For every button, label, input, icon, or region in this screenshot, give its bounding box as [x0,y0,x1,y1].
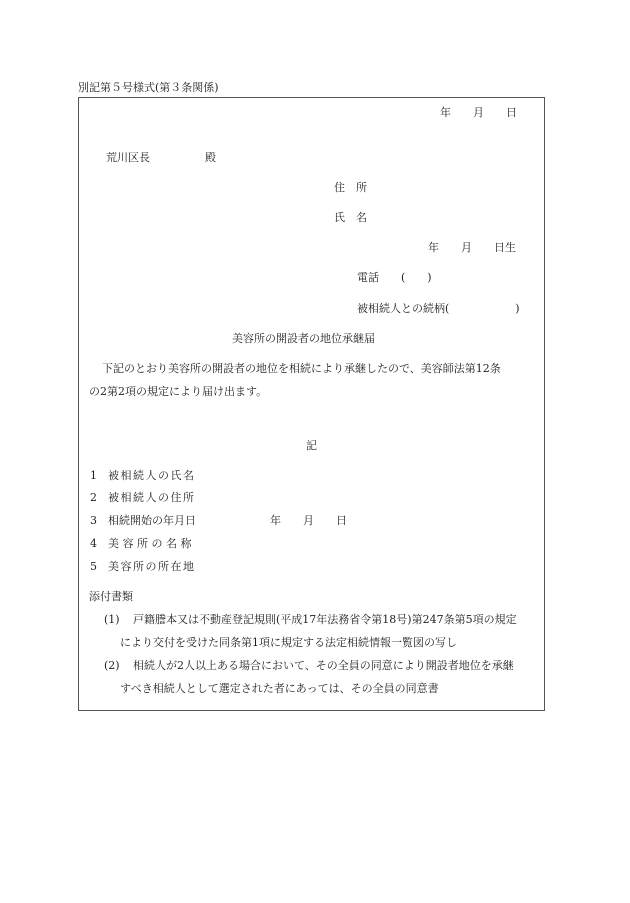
address-label: 住 所 [334,181,367,194]
attachment-marker-1: (1) [104,613,120,626]
item-label-1: 被相続人の氏名 [108,469,196,482]
attachments-heading: 添付書類 [89,590,133,603]
form-label: 別記第５号様式(第３条関係) [78,81,219,94]
attachment-1-line-1: 戸籍謄本又は不動産登記規則(平成17年法務省令第18号)第247条第5項の規定 [133,613,517,626]
item-number-5: 5 [90,560,97,573]
attachment-2-line-2: すべき相続人として選定された者にあっては、その全員の同意書 [120,682,439,695]
item-number-3: 3 [90,514,97,527]
attachment-marker-2: (2) [104,659,120,672]
submission-date: 年 月 日 [440,106,517,119]
item-label-2: 被相続人の住所 [108,491,196,504]
phone-field: 電話 ( ) [357,271,432,284]
item-label-5: 美容所の所在地 [108,560,196,573]
attachment-2-line-1: 相続人が2人以上ある場合において、その全員の同意により開設者地位を承継 [133,659,514,672]
ki-heading: 記 [306,439,317,452]
relationship-field: 被相続人との続柄( ) [357,302,520,315]
inheritance-start-date: 年 月 日 [270,514,347,527]
item-label-3: 相続開始の年月日 [108,514,196,527]
body-text-line-2: の2第2項の規定により届け出ます。 [89,385,268,398]
name-label: 氏 名 [334,211,367,224]
attachment-1-line-2: により交付を受けた同条第1項に規定する法定相続情報一覧図の写し [120,636,457,649]
item-number-2: 2 [90,491,97,504]
addressee: 荒川区長 殿 [106,151,216,164]
item-number-4: 4 [90,537,97,550]
item-label-4: 美 容 所 の 名 称 [108,537,192,550]
body-text-line-1: 下記のとおり美容所の開設者の地位を相続により承継したので、美容師法第12条 [102,362,501,375]
document-title: 美容所の開設者の地位承継届 [232,332,375,345]
item-number-1: 1 [90,469,97,482]
birth-date: 年 月 日生 [428,241,516,254]
